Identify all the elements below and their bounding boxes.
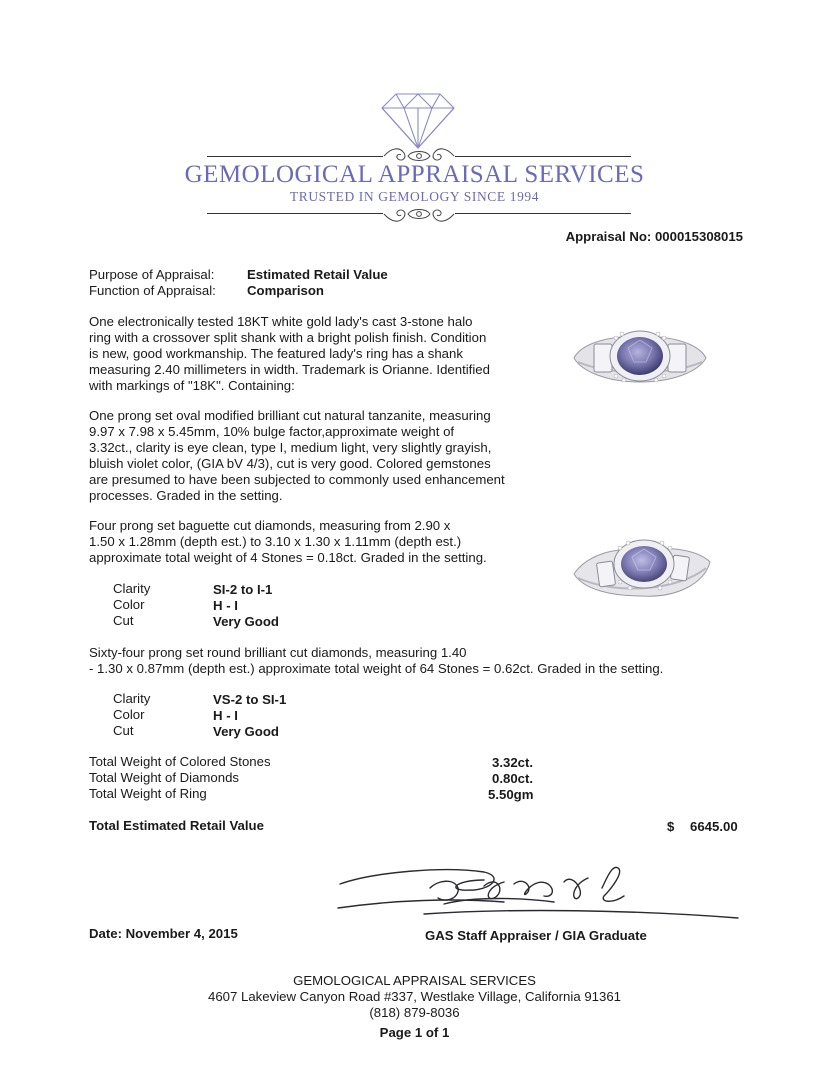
- purpose-value: Estimated Retail Value: [247, 267, 388, 282]
- appraisal-number: Appraisal No: 000015308015: [565, 229, 743, 244]
- description-paragraph-4: [89, 645, 663, 677]
- text-line: processes. Graded in the setting.: [89, 488, 283, 503]
- text-line: Sixty-four prong set round brilliant cut diamonds, measuring 1.40: [89, 645, 467, 660]
- function-label: Function of Appraisal:: [89, 283, 216, 298]
- company-name: GEMOLOGICAL APPRAISAL SERVICES: [184, 161, 645, 188]
- purpose-label: Purpose of Appraisal:: [89, 267, 215, 282]
- clarity-label: Clarity: [113, 581, 151, 596]
- color-value: H - I: [213, 598, 238, 613]
- text-line: One prong set oval modified brilliant cut natural tanzanite, measuring: [89, 408, 491, 423]
- footer-page-number: Page 1 of 1: [379, 1025, 450, 1040]
- description-paragraph-2: [89, 408, 505, 504]
- total-colored-stones-value: 3.32ct.: [492, 755, 534, 770]
- total-colored-stones-label: Total Weight of Colored Stones: [89, 754, 271, 769]
- color-value: H - I: [213, 708, 238, 723]
- clarity-value: SI-2 to I-1: [213, 582, 273, 597]
- scroll-ornament-bottom-icon: [382, 203, 456, 225]
- header-rule-bottom-left: [207, 213, 383, 214]
- retail-value-label: Total Estimated Retail Value: [89, 818, 264, 833]
- footer-company: GEMOLOGICAL APPRAISAL SERVICES: [293, 973, 536, 988]
- footer-address: 4607 Lakeview Canyon Road #337, Westlake Village, California 91361: [208, 989, 621, 1004]
- footer-phone: (818) 879-8036: [369, 1005, 460, 1020]
- text-line: 3.32ct., clarity is eye clean, type I, medium light, very slightly grayish,: [89, 440, 492, 455]
- diamond-logo-icon: [380, 92, 456, 150]
- color-label: Color: [113, 707, 145, 722]
- description-paragraph-3: [89, 518, 487, 566]
- text-line: is new, good workmanship. The featured lady's ring has a shank: [89, 346, 463, 361]
- cut-label: Cut: [113, 723, 134, 738]
- total-diamonds-label: Total Weight of Diamonds: [89, 770, 240, 785]
- function-value: Comparison: [247, 283, 324, 298]
- total-diamonds-value: 0.80ct.: [492, 771, 534, 786]
- text-line: 9.97 x 7.98 x 5.45mm, 10% bulge factor,approximate weight of: [89, 424, 455, 439]
- ring-photo-top: [572, 318, 708, 400]
- text-line: are presumed to have been subjected to commonly used enhancement: [89, 472, 505, 487]
- header-rule-bottom-right: [455, 213, 631, 214]
- text-line: bluish violet color, (GIA bV 4/3), cut is very good. Colored gemstones: [89, 456, 491, 471]
- color-label: Color: [113, 597, 145, 612]
- appraiser-title: GAS Staff Appraiser / GIA Graduate: [425, 928, 647, 943]
- retail-currency: $: [667, 819, 675, 834]
- cut-value: Very Good: [213, 614, 279, 629]
- company-tagline: TRUSTED IN GEMOLOGY SINCE 1994: [289, 189, 540, 204]
- text-line: 1.50 x 1.28mm (depth est.) to 3.10 x 1.30 x 1.11mm (depth est.): [89, 534, 462, 549]
- clarity-label: Clarity: [113, 691, 151, 706]
- header-rule-top-right: [455, 156, 631, 157]
- text-line: with markings of "18K". Containing:: [89, 378, 295, 393]
- total-ring-label: Total Weight of Ring: [89, 786, 207, 801]
- appraisal-date: Date: November 4, 2015: [89, 926, 238, 941]
- retail-amount: 6645.00: [690, 819, 738, 834]
- total-ring-value: 5.50gm: [488, 787, 534, 802]
- clarity-value: VS-2 to SI-1: [213, 692, 287, 707]
- text-line: Four prong set baguette cut diamonds, measuring from 2.90 x: [89, 518, 451, 533]
- ring-photo-side: [572, 526, 712, 608]
- text-line: One electronically tested 18KT white gold lady's cast 3-stone halo: [89, 314, 473, 329]
- description-paragraph-1: [89, 314, 490, 394]
- text-line: - 1.30 x 0.87mm (depth est.) approximate total weight of 64 Stones = 0.62ct. Graded in the setting.: [89, 661, 664, 676]
- appraiser-signature: [334, 858, 742, 922]
- header-rule-top-left: [207, 156, 383, 157]
- cut-value: Very Good: [213, 724, 279, 739]
- cut-label: Cut: [113, 613, 134, 628]
- text-line: measuring 2.40 millimeters in width. Trademark is Orianne. Identified: [89, 362, 490, 377]
- text-line: ring with a crossover split shank with a bright polish finish. Condition: [89, 330, 487, 345]
- text-line: approximate total weight of 4 Stones = 0.18ct. Graded in the setting.: [89, 550, 487, 565]
